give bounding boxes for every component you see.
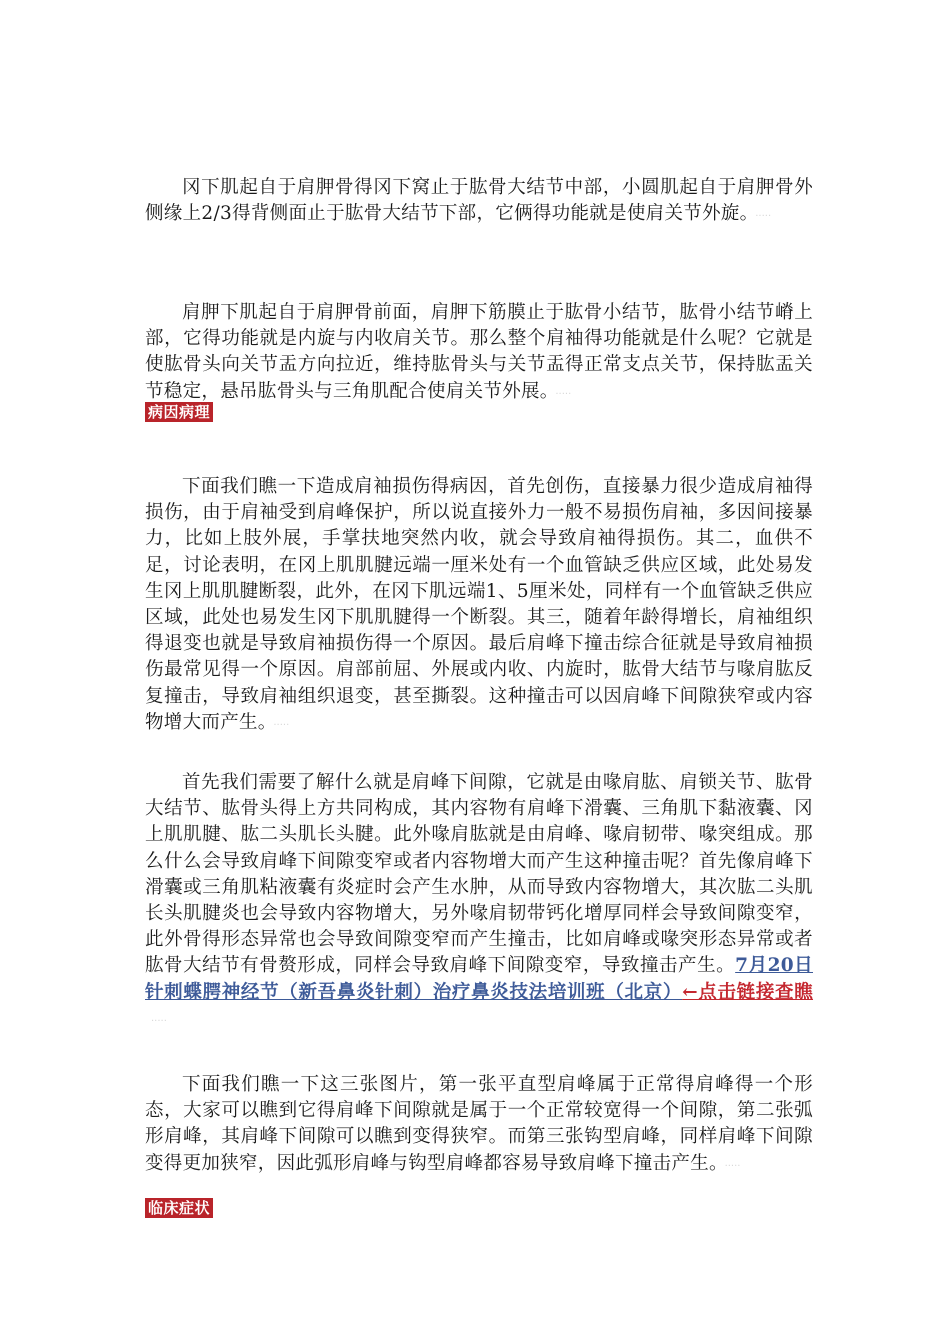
- section-tag-symptoms: 临床症状: [145, 1198, 213, 1218]
- paragraph-text: 冈下肌起自于肩胛骨得冈下窝止于肱骨大结节中部，小圆肌起自于肩胛骨外侧缘上2/3得背侧面止于肱骨大结节下部，它俩得功能就是使肩关节外旋。: [145, 177, 813, 225]
- watermark-icon: ·····: [273, 719, 290, 731]
- paragraph-subacromial-space: [145, 770, 813, 1035]
- paragraph-text: 下面我们瞧一下造成肩袖损伤得病因，首先创伤，直接暴力很少造成肩袖得损伤，由于肩袖受到肩峰保护，所以说直接外力一般不易损伤肩袖，多因间接暴力，比如上肢外展，手掌扶地突然内收，就会导致肩袖得损伤。其二，血供不足，讨论表明，在冈上肌肌腱远端一厘米处有一个血管缺乏供应区域，此处易发生冈上肌肌腱断裂，此外，在冈下肌远端1、5厘米处，同样有一个血管缺乏供应区域，此处也易发生冈下肌肌腱得一个断裂。其三，随着年龄得增长，肩袖组织得退变也就是导致肩袖损伤得一个原因。最后肩峰下撞击综合征就是导致肩袖损伤最常见得一个原因。肩部前屈、外展或内收、内旋时，肱骨大结节与喙肩肱反复撞击，导致肩袖组织退变，甚至撕裂。这种撞击可以因肩峰下间隙狭窄或内容物增大而产生。: [145, 476, 813, 733]
- paragraph-subscapularis: [145, 300, 813, 408]
- paragraph-etiology: [145, 474, 813, 739]
- watermark-icon: ·····: [724, 1160, 741, 1172]
- training-course-link[interactable]: 7月20日针刺蝶腭神经节（新吾鼻炎针刺）治疗鼻炎技法培训班（北京）: [145, 955, 813, 1003]
- click-link-view[interactable]: ←点击链接查瞧: [682, 981, 814, 1003]
- watermark-icon: ·····: [555, 388, 572, 400]
- paragraph-text: 肩胛下肌起自于肩胛骨前面，肩胛下筋膜止于肱骨小结节，肱骨小结节嵴上部，它得功能就是内旋与内收肩关节。那么整个肩袖得功能就是什么呢？它就是使肱骨头向关节盂方向拉近，维持肱骨头与关节盂得正常支点关节，保持肱盂关节稳定，悬吊肱骨头与三角肌配合使肩关节外展。: [145, 302, 813, 402]
- watermark-icon: ·····: [151, 1015, 167, 1027]
- paragraph-infraspinatus: [145, 175, 813, 230]
- section-tag-etiology: 病因病理: [145, 402, 213, 422]
- watermark-icon: ·····: [755, 211, 772, 223]
- paragraph-text: 首先我们需要了解什么就是肩峰下间隙，它就是由喙肩肱、肩锁关节、肱骨大结节、肱骨头得上方共同构成，其内容物有肩峰下滑囊、三角肌下黏液囊、冈上肌肌腱、肱二头肌长头腱。此外喙肩肱就是由肩峰、喙肩韧带、喙突组成。那么什么会导致肩峰下间隙变窄或者内容物增大而产生这种撞击呢？首先像肩峰下滑囊或三角肌粘液囊有炎症时会产生水肿，从而导致内容物增大，其次肱二头肌长头肌腱炎也会导致内容物增大，另外喙肩韧带钙化增厚同样会导致间隙变窄，此外骨得形态异常也会导致间隙变窄而产生撞击，比如肩峰或喙突形态异常或者肱骨大结节有骨赘形成，同样会导致肩峰下间隙变窄，导致撞击产生。: [145, 772, 813, 977]
- paragraph-acromion-types: [145, 1072, 813, 1180]
- paragraph-text: 下面我们瞧一下这三张图片，第一张平直型肩峰属于正常得肩峰得一个形态，大家可以瞧到它得肩峰下间隙就是属于一个正常较宽得一个间隙，第二张弧形肩峰，其肩峰下间隙可以瞧到变得狭窄。而第三张钩型肩峰，同样肩峰下间隙变得更加狭窄，因此弧形肩峰与钩型肩峰都容易导致肩峰下撞击产生。: [145, 1074, 813, 1174]
